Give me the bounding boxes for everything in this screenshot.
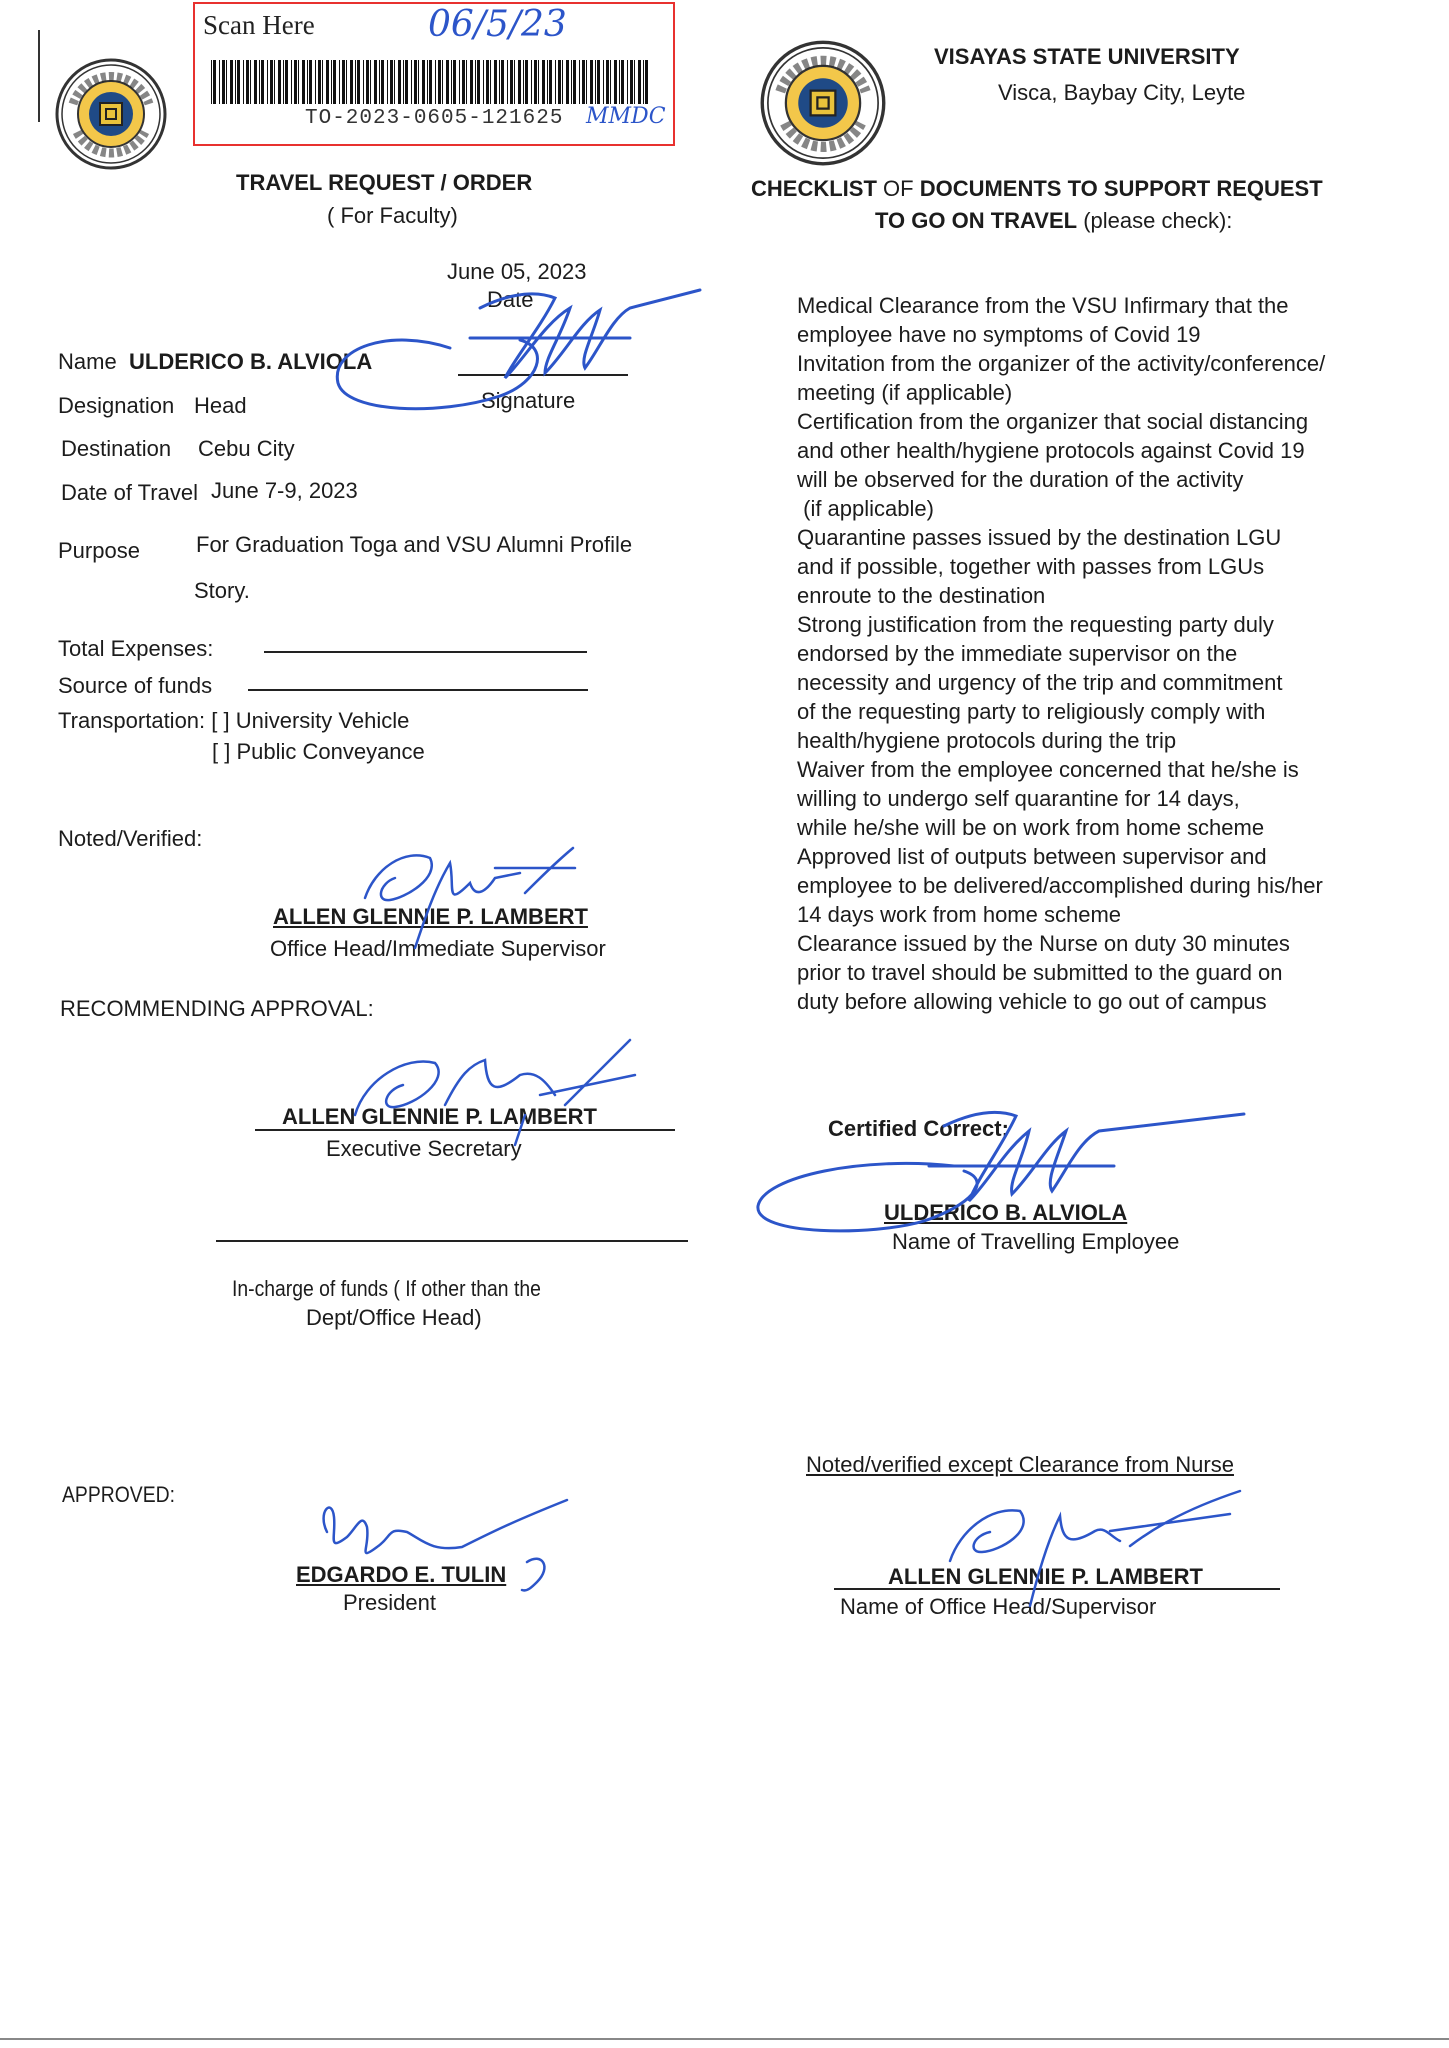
date-value: June 05, 2023 [447, 259, 587, 284]
total-expenses-line[interactable] [264, 651, 587, 653]
checklist-line: employee have no symptoms of Covid 19 [797, 322, 1201, 347]
certified-title: Name of Travelling Employee [892, 1229, 1180, 1254]
noted-except-clearance: Noted/verified except Clearance from Nurse [806, 1452, 1234, 1477]
noted-verified-label: Noted/Verified: [58, 826, 203, 851]
recommending-approval-label: RECOMMENDING APPROVAL: [60, 996, 374, 1021]
checklist-line[interactable]: Waiver from the employee concerned that he/she is [797, 757, 1299, 782]
approved-label: APPROVED: [62, 1482, 175, 1507]
checklist-title-line-2 [875, 208, 1232, 233]
signature-label: Signature [481, 388, 576, 413]
checklist-line: willing to undergo self quarantine for 14 days, [797, 786, 1240, 811]
checklist-line[interactable]: Invitation from the organizer of the activity/conference/ [797, 351, 1326, 376]
approved-title: President [343, 1590, 436, 1615]
please-check: (please check): [1083, 208, 1233, 233]
checklist-line: duty before allowing vehicle to go out of campus [797, 989, 1267, 1014]
noted-name: ALLEN GLENNIE P. LAMBERT [273, 904, 588, 929]
checklist-line: prior to travel should be submitted to the guard on [797, 960, 1283, 985]
checklist-line: employee to be delivered/accomplished during his/her [797, 873, 1323, 898]
destination-label: Destination [61, 436, 172, 461]
total-expenses-label: Total Expenses: [58, 636, 214, 661]
certified-name: ULDERICO B. ALVIOLA [884, 1200, 1128, 1225]
university-seal-right [760, 40, 886, 166]
supervisor-name: ALLEN GLENNIE P. LAMBERT [888, 1564, 1203, 1589]
designation-label: Designation [58, 393, 175, 418]
checklist-line: will be observed for the duration of the activity [797, 467, 1244, 492]
transportation-public-conveyance[interactable]: [ ] Public Conveyance [212, 739, 425, 764]
of-word: OF [883, 176, 914, 201]
date-label: Date [487, 287, 534, 312]
checklist-line[interactable]: Quarantine passes issued by the destination LGU [797, 525, 1282, 550]
approved-name: EDGARDO E. TULIN [296, 1562, 507, 1587]
checklist-word: CHECKLIST [751, 176, 877, 201]
designation-value: Head [194, 393, 247, 418]
barcode [211, 60, 659, 104]
noted-title: Office Head/Immediate Supervisor [270, 936, 606, 961]
university-address: Visca, Baybay City, Leyte [998, 80, 1246, 105]
incharge-line [216, 1240, 688, 1242]
signature-line [458, 374, 628, 376]
source-of-funds-line[interactable] [248, 689, 588, 691]
to-go-on-travel: TO GO ON TRAVEL [875, 208, 1078, 233]
purpose-label: Purpose [58, 538, 140, 563]
certified-correct-label: Certified Correct: [828, 1116, 1009, 1141]
recommending-line [255, 1129, 675, 1131]
recommending-name: ALLEN GLENNIE P. LAMBERT [282, 1104, 597, 1129]
stamp-code: TO-2023-0605-121625 [305, 107, 564, 130]
handwritten-date: 06/5/23 [428, 4, 567, 45]
name-label: Name [58, 349, 117, 374]
checklist-line: of the requesting party to religiously comply with [797, 699, 1266, 724]
checklist-line[interactable]: Certification from the organizer that social distancing [797, 409, 1309, 434]
form-title: TRAVEL REQUEST / ORDER [236, 170, 533, 195]
destination-value: Cebu City [198, 436, 295, 461]
checklist-line[interactable]: Medical Clearance from the VSU Infirmary that the [797, 293, 1289, 318]
university-name: VISAYAS STATE UNIVERSITY [934, 44, 1240, 69]
checklist-line: and other health/hygiene protocols against Covid 19 [797, 438, 1305, 463]
scan-bottom-edge [0, 2038, 1449, 2040]
incharge-line-1: In-charge of funds ( If other than the [232, 1276, 541, 1301]
checklist-line: health/hygiene protocols during the trip [797, 728, 1177, 753]
checklist-line: (if applicable) [797, 496, 934, 521]
purpose-line-2: Story. [194, 578, 250, 603]
supervisor-line [834, 1588, 1280, 1590]
stamp-title: Scan Here [203, 10, 315, 40]
checklist-title-line-1 [751, 176, 1323, 201]
checklist-line[interactable]: Approved list of outputs between supervisor and [797, 844, 1267, 869]
checklist-line: 14 days work from home scheme [797, 902, 1122, 927]
checklist-line: necessity and urgency of the trip and commitment [797, 670, 1283, 695]
form-subtitle: ( For Faculty) [327, 203, 458, 228]
documents-to-support: DOCUMENTS TO SUPPORT REQUEST [919, 176, 1323, 201]
handwritten-initials: MMDC [586, 104, 666, 129]
checklist-line[interactable]: Clearance issued by the Nurse on duty 30 minutes [797, 931, 1290, 956]
incharge-line-2: Dept/Office Head) [306, 1305, 482, 1330]
checklist-line: and if possible, together with passes from LGUs [797, 554, 1265, 579]
date-of-travel-label: Date of Travel [61, 480, 198, 505]
transportation-university-vehicle[interactable]: Transportation: [ ] University Vehicle [58, 708, 410, 733]
source-of-funds-label: Source of funds [58, 673, 213, 698]
name-value: ULDERICO B. ALVIOLA [129, 349, 373, 374]
university-seal-left [55, 58, 167, 170]
checklist-line: meeting (if applicable) [797, 380, 1013, 405]
recommending-title: Executive Secretary [326, 1136, 522, 1161]
scan-edge-mark [38, 30, 40, 122]
supervisor-title: Name of Office Head/Supervisor [840, 1594, 1157, 1619]
checklist-line[interactable]: Strong justification from the requesting party duly [797, 612, 1274, 637]
checklist-line: enroute to the destination [797, 583, 1046, 608]
date-of-travel-value: June 7-9, 2023 [211, 478, 358, 503]
checklist-items [797, 291, 1357, 1016]
checklist-line: while he/she will be on work from home scheme [797, 815, 1265, 840]
checklist-line: endorsed by the immediate supervisor on the [797, 641, 1238, 666]
purpose-line-1: For Graduation Toga and VSU Alumni Profile [196, 532, 633, 557]
